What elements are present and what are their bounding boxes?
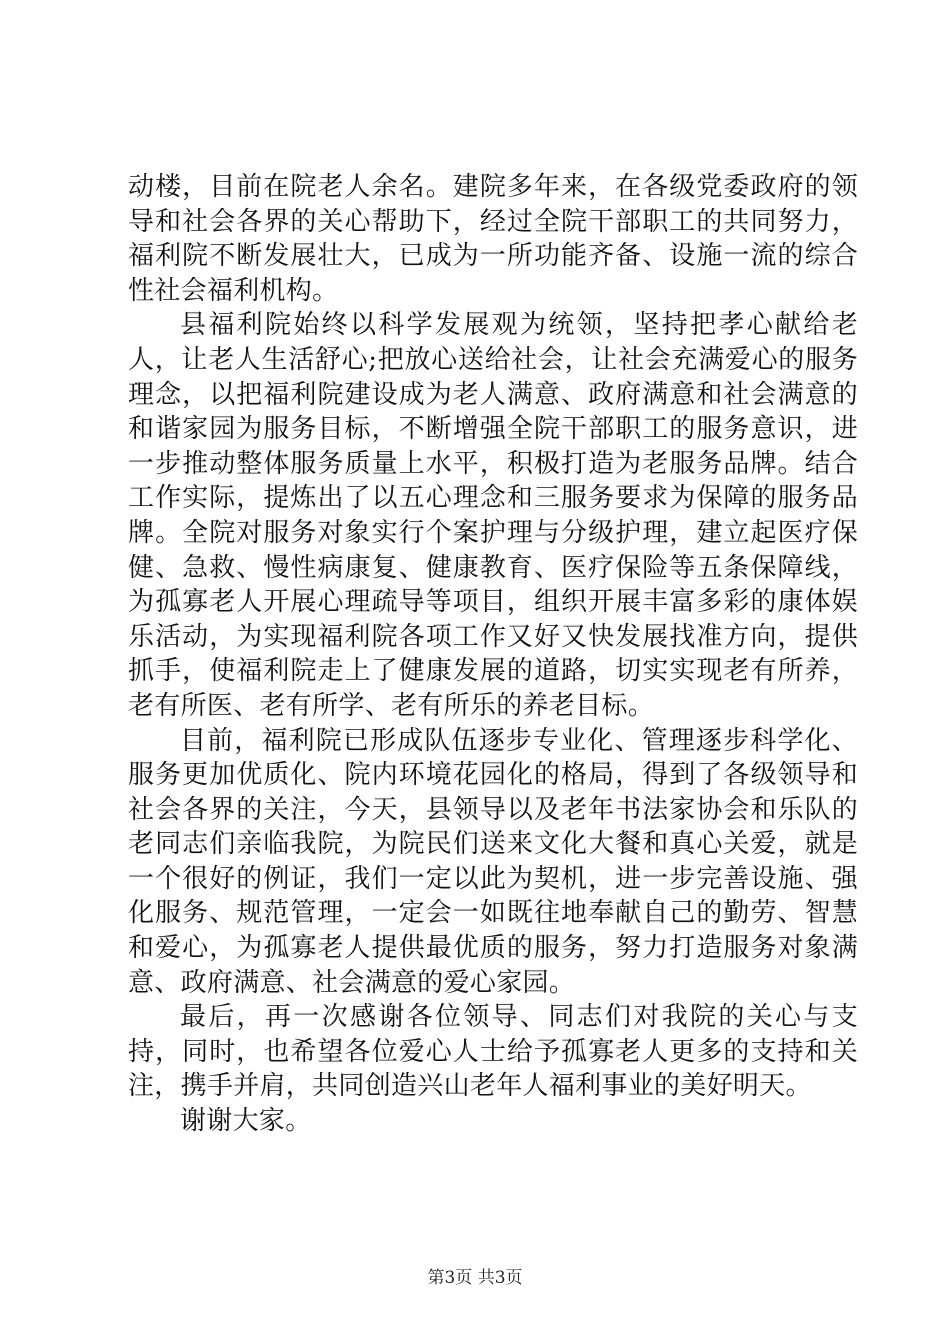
page-number-footer: 第3页 共3页: [427, 1268, 523, 1288]
document-body: [128, 170, 858, 1139]
paragraph-sign-off: 谢谢大家。: [180, 1106, 312, 1137]
paragraph-current-status: 目前，福利院已形成队伍逐步专业化、管理逐步科学化、服务更加优质化、院内环境花园化的格局，得到了各级领导和社会各界的关注，今天，县领导以及老年书法家协会和乐队的老同志们亲临我院，为院民们送来文化大餐和真心关爱，就是一个很好的例证，我们一定以此为契机，进一步完善设施、强化服务、规范管理，一定会一如既往地奉献自己的勤劳、智慧和爱心，为孤寡老人提供最优质的服务，努力打造服务对象满意、政府满意、社会满意的爱心家园。: [128, 725, 858, 998]
paragraph-closing-thanks: 最后，再一次感谢各位领导、同志们对我院的关心与支持，同时，也希望各位爱心人士给予孤寡老人更多的支持和关注，携手并肩，共同创造兴山老年人福利事业的美好明天。: [128, 1002, 858, 1102]
paragraph-service-philosophy: 县福利院始终以科学发展观为统领，坚持把孝心献给老人，让老人生活舒心;把放心送给社会，让社会充满爱心的服务理念，以把福利院建设成为老人满意、政府满意和社会满意的和谐家园为服务目标，不断增强全院干部职工的服务意识，进一步推动整体服务质量上水平，积极打造为老服务品牌。结合工作实际，提炼出了以五心理念和三服务要求为保障的服务品牌。全院对服务对象实行个案护理与分级护理，建立起医疗保健、急救、慢性病康复、健康教育、医疗保险等五条保障线，为孤寡老人开展心理疏导等项目，组织开展丰富多彩的康体娱乐活动，为实现福利院各项工作又好又快发展找准方向，提供抓手，使福利院走上了健康发展的道路，切实实现老有所养，老有所医、老有所学、老有所乐的养老目标。: [128, 310, 858, 721]
paragraph-continuation: 动楼，目前在院老人余名。建院多年来，在各级党委政府的领导和社会各界的关心帮助下，经过全院干部职工的共同努力，福利院不断发展壮大，已成为一所功能齐备、设施一流的综合性社会福利机构。: [128, 172, 858, 306]
